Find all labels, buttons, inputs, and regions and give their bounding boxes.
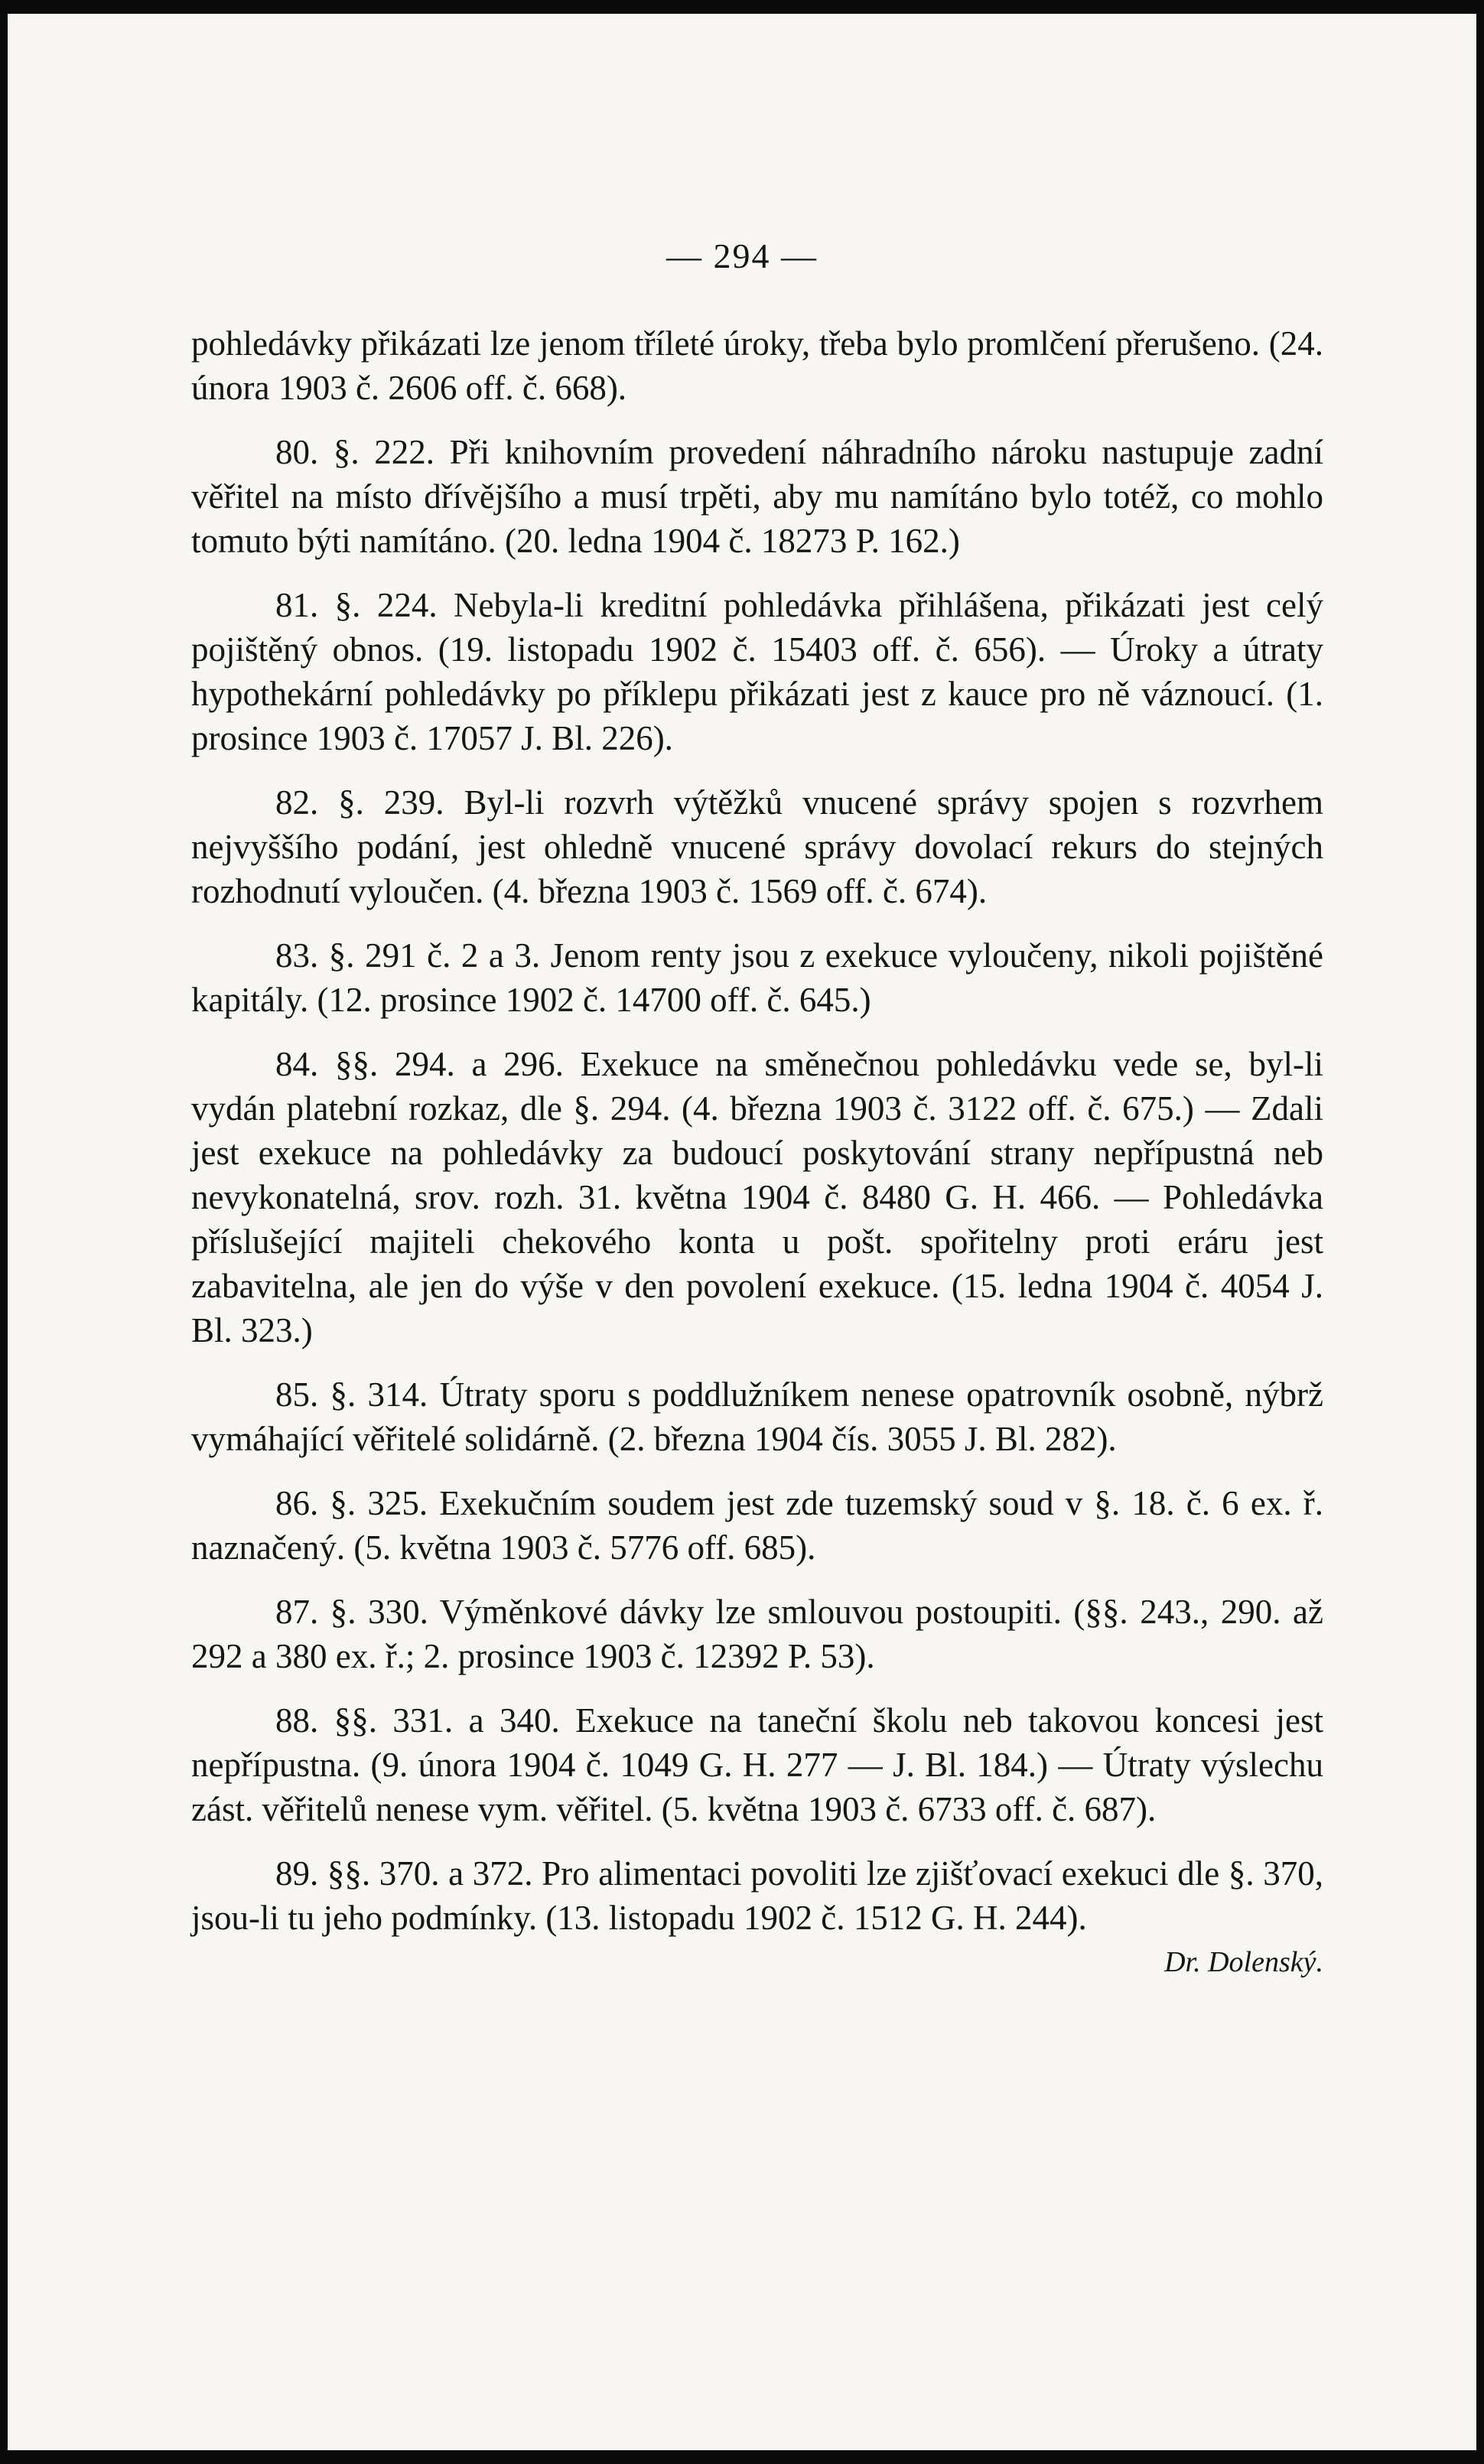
paragraph-entry-89-text: 89. §§. 370. a 372. Pro alimentaci povoliti lze zjišťovací exekuci dle §. 370, jsou-li tu jeho podmínky. (13. listopadu 1902 č. 1512 G. H. 244).: [191, 1854, 1323, 1937]
paragraph-entry-80: 80. §. 222. Při knihovním provedení náhradního nároku nastupuje zadní věřitel na místo dřívějšího a musí trpěti, aby mu namítáno bylo totéž, co mohlo tomuto býti namítáno. (20. ledna 1904 č. 18273 P. 162.): [191, 433, 1323, 560]
paragraph-continuation: pohledávky přikázati lze jenom tříleté úroky, třeba bylo promlčení přerušeno. (24. února 1903 č. 2606 off. č. 668).: [191, 324, 1323, 407]
page-number: — 294 —: [666, 236, 818, 275]
paragraph-entry-89: [191, 1851, 1323, 1978]
paragraph-entry-82: 82. §. 239. Byl-li rozvrh výtěžků vnucené správy spojen s rozvrhem nejvyššího podání, jest ohledně vnucené správy dovolací rekurs do stejných rozhodnutí vyloučen. (4. března 1903 č. 1569 off. č. 674).: [191, 783, 1323, 910]
page-body: [191, 321, 1323, 1984]
book-page: [8, 14, 1476, 2450]
paragraph-entry-81: 81. §. 224. Nebyla-li kreditní pohledávka přihlášena, přikázati jest celý pojištěný obnos. (19. listopadu 1902 č. 15403 off. č. 656). — Úroky a útraty hypothekární pohledávky po příklepu přikázati jest z kauce pro ně váznoucí. (1. prosince 1903 č. 17057 J. Bl. 226).: [191, 586, 1323, 757]
paragraph-entry-87: 87. §. 330. Výměnkové dávky lze smlouvou postoupiti. (§§. 243., 290. až 292 a 380 ex. ř.; 2. prosince 1903 č. 12392 P. 53).: [191, 1593, 1323, 1675]
paragraph-entry-84: 84. §§. 294. a 296. Exekuce na směnečnou pohledávku vede se, byl-li vydán platební rozkaz, dle §. 294. (4. března 1903 č. 3122 off. č. 675.) — Zdali jest exekuce na pohledávky za budoucí poskytování strany nepřípustná neb nevykonatelná, srov. rozh. 31. května 1904 č. 8480 G. H. 466. — Pohledávka příslušející majiteli chekového konta u pošt. spořitelny proti eráru jest zabavitelna, ale jen do výše v den povolení exekuce. (15. ledna 1904 č. 4054 J. Bl. 323.): [191, 1045, 1323, 1349]
paragraph-entry-86: 86. §. 325. Exekučním soudem jest zde tuzemský soud v §. 18. č. 6 ex. ř. naznačený. (5. května 1903 č. 5776 off. 685).: [191, 1484, 1323, 1567]
paragraph-entry-85: 85. §. 314. Útraty sporu s poddlužníkem nenese opatrovník osobně, nýbrž vymáhající věřitelé solidárně. (2. března 1904 čís. 3055 J. Bl. 282).: [191, 1375, 1323, 1458]
paragraph-entry-83: 83. §. 291 č. 2 a 3. Jenom renty jsou z exekuce vyloučeny, nikoli pojištěné kapitály. (12. prosince 1902 č. 14700 off. č. 645.): [191, 936, 1323, 1019]
author-signature: Dr. Dolenský.: [1164, 1946, 1323, 1978]
paragraph-entry-88: 88. §§. 331. a 340. Exekuce na taneční školu neb takovou koncesi jest nepřípustna. (9. února 1904 č. 1049 G. H. 277 — J. Bl. 184.) — Útraty výslechu zást. věřitelů nenese vym. věřitel. (5. května 1903 č. 6733 off. č. 687).: [191, 1701, 1323, 1828]
